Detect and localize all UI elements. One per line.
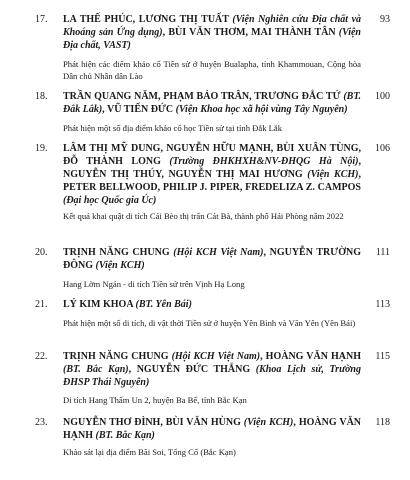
entry-title: Kết quả khai quật di tích Cái Bèo thị trấn Cát Bà, thành phố Hải Phòng năm 2022 bbox=[63, 211, 344, 221]
author-names: LÝ KIM KHOA bbox=[63, 299, 134, 310]
author-names: , HOÀNG VĂN HẠNH bbox=[63, 417, 362, 441]
entry-number: 19. bbox=[35, 143, 48, 154]
author-affiliation: (Viện KCH) bbox=[307, 169, 359, 180]
author-affiliation: (Viện Nghiên cứu Địa chất và Khoáng sản Ứng dụng) bbox=[63, 14, 362, 38]
author-names: , PETER BELLWOOD, PHILIP J. PIPER, FREDELIZA Z. CAMPOS bbox=[63, 169, 361, 193]
author-names: NGUYỄN THƠ ĐÌNH, BÙI VĂN HÙNG bbox=[63, 417, 241, 428]
entry-authors bbox=[63, 298, 361, 311]
author-names: , BÙI VĂN THƠM, MAI THÀNH TÂN bbox=[162, 27, 336, 38]
author-affiliation: (Hội KCH Việt Nam) bbox=[171, 351, 261, 362]
author-affiliation: (Khoa Lịch sử, Trường ĐHSP Thái Nguyên) bbox=[63, 364, 361, 388]
entry-authors bbox=[63, 13, 361, 52]
page-number: 115 bbox=[375, 351, 390, 362]
entry-number: 23. bbox=[35, 417, 48, 428]
page-number: 113 bbox=[375, 299, 390, 310]
entry-authors bbox=[63, 246, 361, 272]
entry-title: Phát hiện một số di tích, di vật thời Tiền sử ở huyện Yên Bình và Văn Yên (Yên Bái) bbox=[63, 318, 356, 328]
author-names: LA THẾ PHÚC, LƯƠNG THỊ TUẤT bbox=[63, 14, 229, 25]
author-names: TRỊNH NĂNG CHUNG bbox=[63, 351, 169, 362]
entry-authors bbox=[63, 90, 361, 116]
author-names: LÂM THỊ MỸ DUNG, NGUYỄN HỮU MẠNH, BÙI XUÂN TÙNG, ĐỖ THÀNH LONG bbox=[63, 143, 361, 167]
page-number: 100 bbox=[375, 91, 390, 102]
entry-title: Phát hiện các điểm khảo cổ Tiền sử ở huyện Bualapha, tỉnh Khammouan, Cộng hòa Dân chủ Nhân dân Lào bbox=[63, 59, 361, 81]
author-affiliation: (Viện KCH) bbox=[95, 260, 145, 271]
entry-title: Phát hiện một số địa điểm khảo cổ học Tiền sử tại tỉnh Đắk Lắk bbox=[63, 123, 282, 133]
author-affiliation: (BT. Bắc Kạn) bbox=[95, 430, 155, 441]
author-names: TRẦN QUANG NĂM, PHẠM BẢO TRÂN, TRƯƠNG ĐẮC TỨ bbox=[63, 91, 341, 102]
page-number: 111 bbox=[375, 247, 390, 258]
entry-authors bbox=[63, 142, 361, 207]
author-affiliation: (Viện KCH) bbox=[243, 417, 294, 428]
page-number: 118 bbox=[375, 417, 390, 428]
author-affiliation: (Trường ĐHKHXH&NV-ĐHQG Hà Nội) bbox=[169, 156, 359, 167]
author-names: , NGUYỄN TRƯỜNG ĐÔNG bbox=[63, 247, 361, 271]
author-names: , VŨ TIẾN ĐỨC bbox=[102, 104, 174, 115]
entry-number: 17. bbox=[35, 14, 48, 25]
author-affiliation: (BT. Yên Bái) bbox=[135, 299, 192, 310]
author-affiliation: (BT. Bắc Kạn) bbox=[63, 364, 129, 375]
entry-authors bbox=[63, 350, 361, 389]
author-names: , HOÀNG VĂN HẠNH bbox=[260, 351, 362, 362]
author-names: , NGUYỄN ĐỨC THẮNG bbox=[128, 364, 251, 375]
entry-title: Khảo sát lại địa điểm Bãi Soi, Tổng Cổ (Bắc Kạn) bbox=[63, 447, 236, 457]
entry-number: 18. bbox=[35, 91, 48, 102]
entry-number: 22. bbox=[35, 351, 48, 362]
entry-title: Hang Lờm Ngản - di tích Tiền sử trên Vịnh Hạ Long bbox=[63, 279, 245, 289]
author-names: TRỊNH NĂNG CHUNG bbox=[63, 247, 170, 258]
author-names: , NGUYỄN THỊ THÚY, NGUYỄN THỊ MAI HƯƠNG bbox=[63, 156, 362, 180]
author-affiliation: (Đại học Quốc gia Úc) bbox=[63, 195, 157, 206]
page-number: 93 bbox=[380, 14, 390, 25]
author-affiliation: (Hội KCH Việt Nam) bbox=[173, 247, 264, 258]
author-affiliation: (Viện Khoa học xã hội vùng Tây Nguyên) bbox=[175, 104, 348, 115]
entry-title: Di tích Hang Thẩm Un 2, huyện Ba Bể, tỉnh Bắc Kạn bbox=[63, 395, 247, 405]
author-affiliation: (Viện Địa chất, VAST) bbox=[63, 27, 361, 51]
entry-authors bbox=[63, 416, 361, 442]
author-affiliation: (BT. Đắk Lắk) bbox=[63, 91, 362, 115]
page-number: 106 bbox=[375, 143, 390, 154]
entry-number: 20. bbox=[35, 247, 48, 258]
entry-number: 21. bbox=[35, 299, 48, 310]
